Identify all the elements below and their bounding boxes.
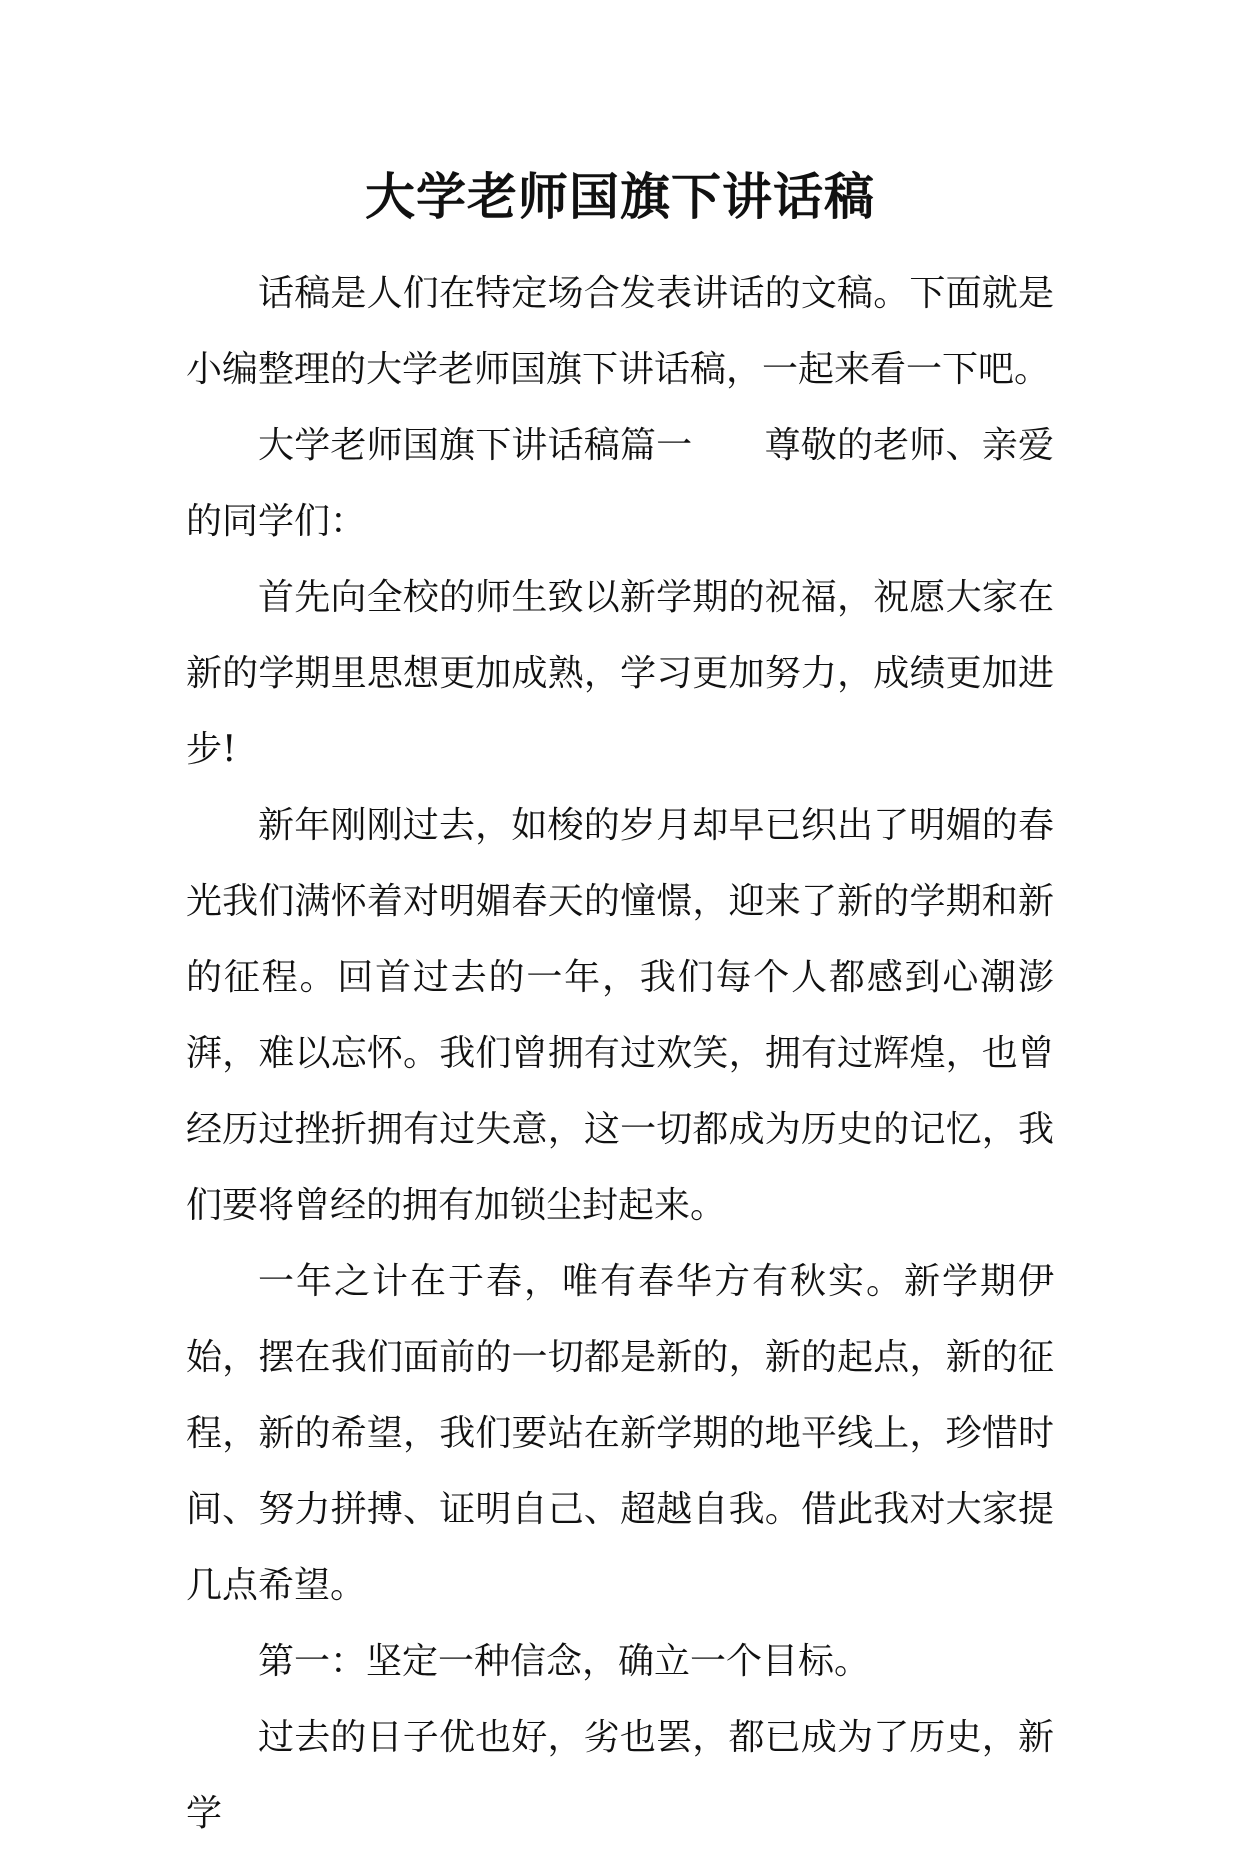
paragraph-new-year: 新年刚刚过去，如梭的岁月却早已织出了明媚的春光我们满怀着对明媚春天的憧憬，迎来了新的学期和新的征程。回首过去的一年，我们每个人都感到心潮澎湃，难以忘怀。我们曾拥有过欢笑，拥有过辉煌，也曾经历过挫折拥有过失意，这一切都成为历史的记忆，我们要将曾经的拥有加锁尘封起来。: [186, 805, 1054, 1226]
section-heading: 大学老师国旗下讲话稿篇一: [258, 425, 693, 466]
document-title: 大学老师国旗下讲话稿: [365, 168, 875, 226]
paragraph-past-days: 过去的日子优也好，劣也罢，都已成为了历史，新学: [186, 1717, 1054, 1834]
paragraph-section-heading: [186, 408, 1054, 560]
paragraph-spring: 一年之计在于春，唯有春华方有秋实。新学期伊始，摆在我们面前的一切都是新的，新的起点，新的征程，新的希望，我们要站在新学期的地平线上，珍惜时间、努力拼搏、证明自己、超越自我。借此我对大家提几点希望。: [186, 1261, 1054, 1606]
paragraph-first-point: 第一：坚定一种信念，确立一个目标。: [258, 1641, 871, 1682]
document-body: [186, 256, 1054, 1852]
paragraph-blessing: 首先向全校的师生致以新学期的祝福，祝愿大家在新的学期里思想更加成熟，学习更加努力，成绩更加进步!: [186, 577, 1054, 770]
paragraph-intro: 话稿是人们在特定场合发表讲话的文稿。下面就是小编整理的大学老师国旗下讲话稿，一起来看一下吧。: [186, 273, 1054, 390]
greeting: 尊敬的老师、亲爱的同学们：: [186, 425, 1054, 542]
